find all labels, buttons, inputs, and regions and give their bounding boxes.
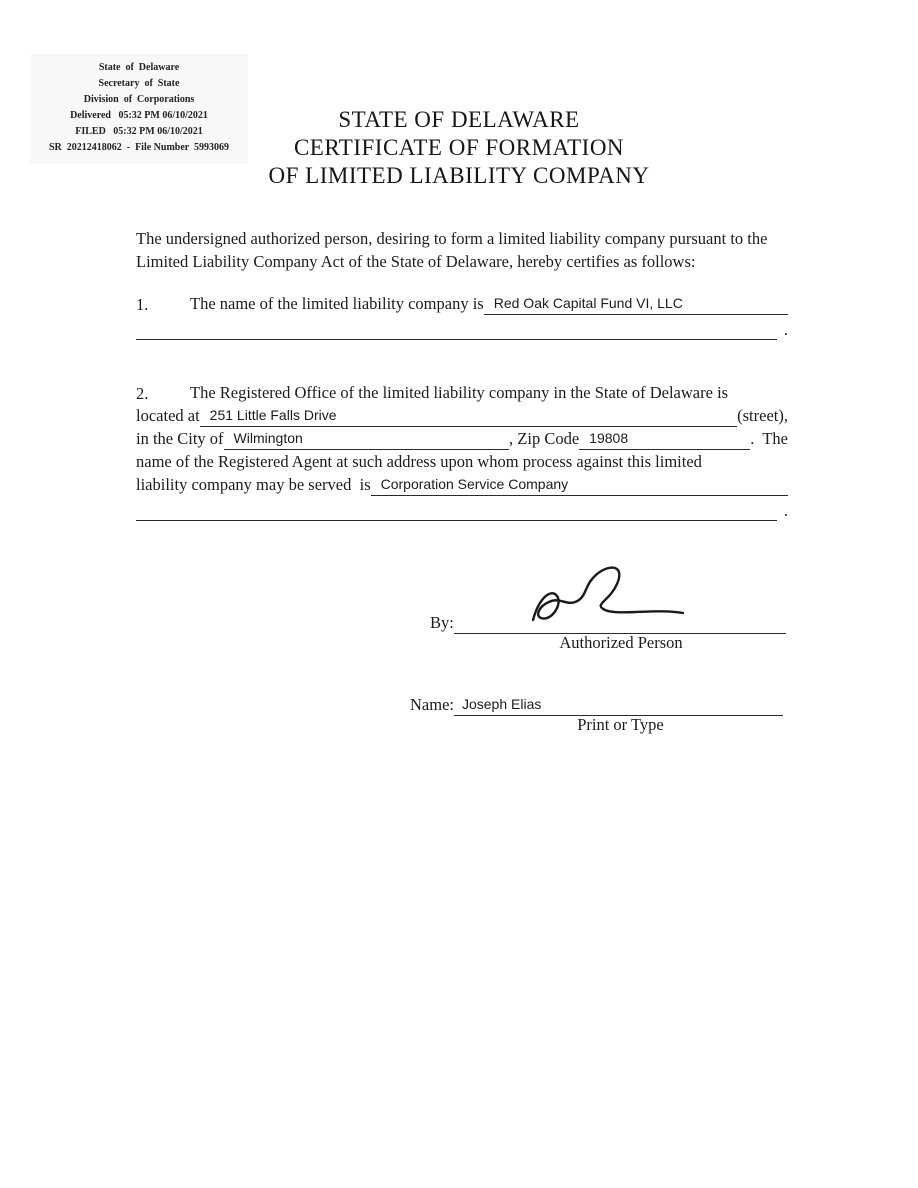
item-1-label: The name of the limited liability company is — [190, 294, 484, 313]
item-2-line-2 — [136, 404, 788, 427]
item-2-line-4 — [136, 450, 788, 473]
stamp-line: FILED 05:32 PM 06/10/2021 — [75, 126, 203, 137]
trailing-period: . — [783, 501, 788, 520]
title-line-2: CERTIFICATE OF FORMATION — [293, 135, 625, 160]
print-or-type-label: Print or Type — [577, 715, 664, 734]
zip-label: , Zip Code — [509, 429, 580, 448]
item-2-continuation-line — [136, 496, 788, 521]
by-label: By: — [430, 613, 454, 632]
street-field: 251 Little Falls Drive — [200, 406, 737, 427]
item-2-registered-office — [136, 381, 788, 521]
blank-underline — [136, 319, 777, 340]
stamp-line: SR 20212418062 - File Number 5993069 — [48, 142, 230, 153]
located-at-label: located at — [136, 406, 200, 425]
intro-paragraph: The undersigned authorized person, desiring to form a limited liability company pursuant to the Limited Liability Company Act of the State of Delaware, hereby certifies as follows: — [136, 228, 768, 271]
name-row — [410, 692, 783, 716]
served-is-label: liability company may be served is — [136, 475, 371, 494]
item-2-text: The Registered Office of the limited liability company in the State of Delaware is — [190, 383, 729, 402]
document-title — [0, 106, 918, 190]
item-1-continuation-line — [136, 315, 788, 340]
item-2-number: 2. — [136, 384, 149, 403]
trailing-period: . — [783, 320, 788, 339]
title-line-3: OF LIMITED LIABILITY COMPANY — [268, 163, 650, 188]
after-zip-text: . The — [750, 429, 788, 448]
stamp-line: Secretary of State — [98, 78, 180, 89]
city-field: Wilmington — [224, 429, 510, 450]
item-2-text-continued: name of the Registered Agent at such address upon whom process against this limited — [136, 452, 702, 471]
item-2-line-5 — [136, 473, 788, 496]
street-suffix: (street), — [737, 406, 788, 425]
handwritten-signature — [505, 558, 705, 638]
item-2-line-3 — [136, 427, 788, 450]
title-line-1: STATE OF DELAWARE — [338, 107, 580, 132]
blank-underline — [136, 500, 777, 521]
stamp-line: State of Delaware — [98, 62, 180, 73]
registered-agent-field: Corporation Service Company — [371, 475, 788, 496]
printed-name-field: Joseph Elias — [454, 695, 783, 716]
name-label: Name: — [410, 695, 454, 714]
item-1-number: 1. — [136, 295, 149, 314]
stamp-line: Delivered 05:32 PM 06/10/2021 — [70, 110, 208, 121]
stamp-line: Division of Corporations — [83, 94, 195, 105]
zip-field: 19808 — [579, 429, 750, 450]
company-name-field: Red Oak Capital Fund VI, LLC — [484, 294, 788, 315]
item-1-company-name — [136, 291, 788, 340]
city-label: in the City of — [136, 429, 224, 448]
authorized-person-label: Authorized Person — [559, 633, 683, 652]
item-2-line-1 — [136, 381, 788, 404]
item-1-line — [136, 291, 788, 315]
